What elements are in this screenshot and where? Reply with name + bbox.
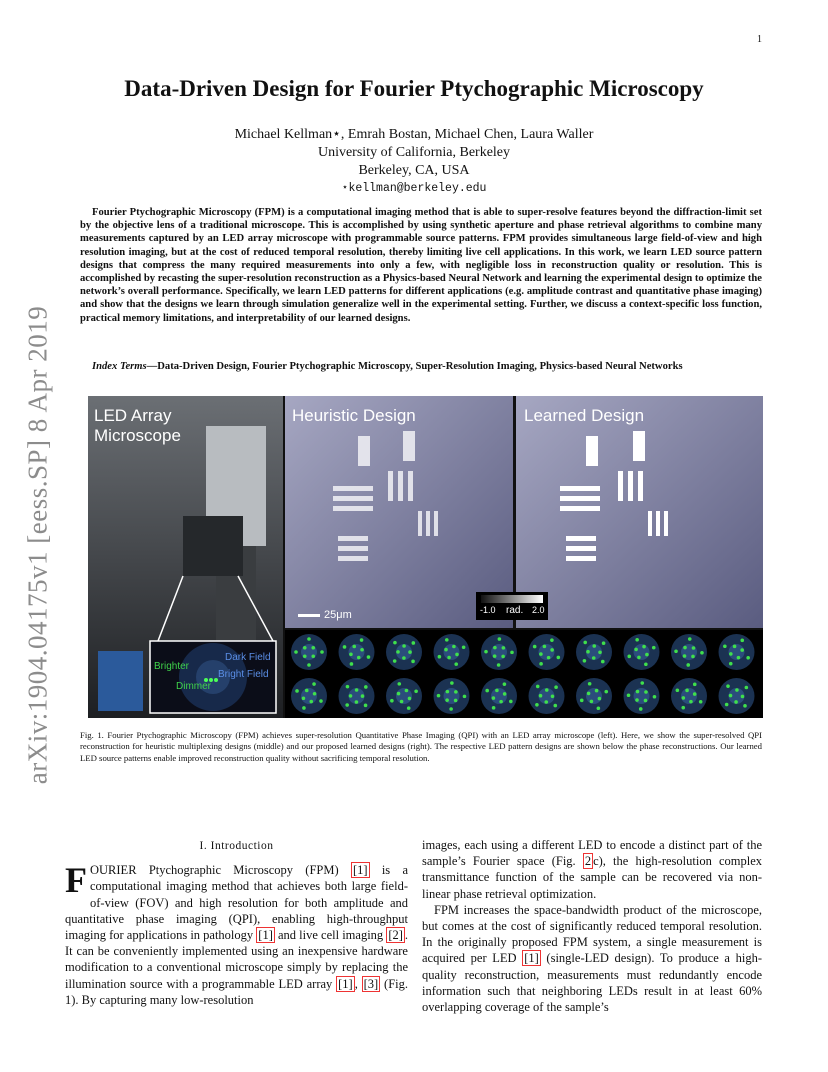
led-dot [493, 654, 497, 658]
led-dot [674, 649, 678, 653]
led-dot [352, 645, 356, 649]
led-dot [397, 692, 401, 696]
led-dot [539, 694, 543, 698]
led-dot [402, 656, 406, 660]
led-dot [601, 660, 605, 664]
led-dot [734, 700, 738, 704]
led-dot [636, 690, 640, 694]
led-dot [640, 681, 644, 685]
led-dot [583, 641, 587, 645]
led-dot [553, 704, 557, 708]
led-dot [637, 656, 641, 660]
led-dot [360, 648, 364, 652]
inset-brighter: Brighter [154, 661, 190, 672]
led-dot [302, 706, 306, 710]
led-dot [693, 683, 697, 687]
led-dot [361, 694, 365, 698]
intro-text: (single-LED design). To produce a high-quality reconstruction, measurements must redundantly encode information such that neighboring LEDs result in at least 60% overlapping coverage of the sample’s [422, 951, 762, 1015]
led-pattern-brightfield [681, 688, 697, 704]
led-dot [495, 689, 499, 693]
led-dot [592, 644, 596, 648]
led-dot [303, 654, 307, 658]
led-dot [745, 686, 749, 690]
affiliation-location: Berkeley, CA, USA [358, 163, 470, 178]
led-dot [686, 663, 690, 667]
figure-1-caption: Fig. 1. Fourier Ptychographic Microscopy (FPM) achieves super-resolution Quantitative Phase Imaging (QPI) with an LED array microscope (left). Here, we show the super-resolved QPI reconstruction for heuristic multiplexing designs (middle) and our proposed learned designs (right). The respective LED pattern designs are shown below the phase reconstructions. Our learned LED source patterns enable improved reconstruction quality without sacrificing temporal resolution. [80, 730, 762, 763]
led-dot [689, 700, 693, 704]
led-dot [597, 706, 601, 710]
microscope-camera [98, 651, 143, 711]
led-dot [402, 644, 406, 648]
led-dot [412, 641, 416, 645]
led-dot [723, 644, 727, 648]
led-dot [367, 655, 371, 659]
index-terms-label: Index Terms [92, 361, 147, 372]
led-dot [355, 700, 359, 704]
arxiv-stamp: arXiv:1904.04175v1 [eess.SP] 8 Apr 2019 [22, 305, 53, 785]
led-dot [676, 688, 680, 692]
led-dot [497, 663, 501, 667]
led-pattern-brightfield [491, 688, 507, 704]
led-dot [311, 646, 315, 650]
citation-link[interactable]: [1] [258, 928, 273, 943]
led-dot [635, 638, 639, 642]
led-dot [692, 646, 696, 650]
led-dot [535, 703, 539, 707]
led-dot [735, 688, 739, 692]
colorbar-max: 2.0 [532, 605, 545, 615]
figure-link[interactable]: 2 [584, 854, 592, 869]
led-dot [393, 659, 397, 663]
led-dot [311, 654, 315, 658]
led-pattern-brightfield [539, 644, 555, 660]
led-dot [681, 706, 685, 710]
led-pattern-brightfield [491, 644, 507, 660]
affiliation-university: University of California, Berkeley [317, 145, 511, 160]
led-dot [454, 699, 458, 703]
colorbar-unit: rad. [506, 605, 524, 616]
led-dot [729, 694, 733, 698]
led-dot [492, 696, 496, 700]
led-pattern-brightfield [444, 688, 460, 704]
led-dot [693, 692, 697, 696]
citation-link[interactable]: [3] [363, 976, 379, 991]
learned-qpi-image [516, 396, 763, 628]
led-dot [604, 690, 608, 694]
citation-link[interactable]: [1] [352, 863, 368, 878]
led-pattern-brightfield [634, 688, 650, 704]
label-learned-design: Learned Design [524, 406, 645, 425]
led-dot [726, 684, 730, 688]
led-dot [345, 703, 349, 707]
led-dot [550, 648, 554, 652]
led-pattern-brightfield [349, 644, 365, 660]
led-dot [447, 656, 451, 660]
led-dot [390, 699, 394, 703]
intro-text: OURIER Ptychographic Microscopy (FPM) [90, 863, 351, 878]
led-dot [454, 662, 458, 666]
paper-title: Data-Driven Design for Fourier Ptychographic Microscopy [124, 76, 704, 101]
led-dot [741, 695, 745, 699]
led-dot [350, 662, 354, 666]
label-led-array-line1: LED Array [94, 406, 172, 425]
led-dot [449, 707, 453, 711]
intro-text: is a computational imaging method that achieves both large field-of-view (FOV) and high resolution for both amplitude and quantitative phase imaging (QPI), enabling high-throughput imaging for applications in pathology [65, 863, 408, 943]
label-heuristic-design: Heuristic Design [292, 406, 416, 425]
led-dot [312, 682, 316, 686]
led-dot [414, 689, 418, 693]
led-dot [493, 646, 497, 650]
led-dot [343, 645, 347, 649]
led-dot [407, 706, 411, 710]
column-left [65, 838, 408, 1008]
led-dot [642, 645, 646, 649]
led-dot [639, 707, 643, 711]
led-pattern-brightfield [729, 644, 745, 660]
led-dot [539, 662, 543, 666]
led-dot [743, 704, 747, 708]
led-pattern-brightfield [396, 688, 412, 704]
led-dot [295, 689, 299, 693]
led-dot [700, 651, 704, 655]
led-dot [446, 690, 450, 694]
led-dot [357, 656, 361, 660]
led-dot [364, 704, 368, 708]
led-dot [445, 638, 449, 642]
led-pattern-brightfield [301, 644, 317, 660]
led-dot [364, 685, 368, 689]
led-dot [683, 654, 687, 658]
led-dot [498, 637, 502, 641]
led-dot [634, 648, 638, 652]
led-dot [653, 695, 657, 699]
led-dot [346, 685, 350, 689]
intro-paragraph-1-cont [422, 837, 762, 902]
led-dot [408, 650, 412, 654]
led-dot [396, 650, 400, 654]
led-dot [360, 638, 364, 642]
led-dot [583, 659, 587, 663]
label-led-array [94, 406, 181, 446]
led-dot [445, 698, 449, 702]
led-dot [400, 700, 404, 704]
led-dot [725, 703, 729, 707]
intro-text: images, each using a different LED to encode a distinct part of the sample’s Fourier space (Fig. [422, 838, 762, 869]
led-dot [349, 694, 353, 698]
led-dot [644, 662, 648, 666]
led-dot [533, 645, 537, 649]
led-dot [682, 696, 686, 700]
led-dot [685, 689, 689, 693]
colorbar [481, 595, 543, 603]
index-terms [80, 361, 762, 372]
led-dot [319, 699, 323, 703]
led-dot [627, 693, 631, 697]
led-dot [645, 653, 649, 657]
led-dot [580, 699, 584, 703]
led-dot [544, 700, 548, 704]
led-dot [444, 648, 448, 652]
led-dot [587, 692, 591, 696]
led-dot [307, 637, 311, 641]
scale-bar-label: 25μm [324, 609, 352, 621]
led-dot [408, 697, 412, 701]
figure-1-graphic [88, 396, 763, 718]
inset-bright-field: Bright Field [218, 669, 269, 680]
led-dot [652, 646, 656, 650]
led-dot [438, 655, 442, 659]
led-dot [729, 652, 733, 656]
led-dot [592, 656, 596, 660]
led-dot [510, 651, 514, 655]
led-dot [545, 688, 549, 692]
led-pattern-brightfield [586, 688, 602, 704]
led-dot [502, 646, 506, 650]
intro-text: and live cell imaging [274, 928, 387, 943]
led-dot [302, 696, 306, 700]
led-dot [437, 694, 441, 698]
inset-dark-field: Dark Field [225, 652, 271, 663]
led-dot [598, 650, 602, 654]
led-dot [590, 700, 594, 704]
led-dot [547, 656, 551, 660]
led-dot [586, 650, 590, 654]
led-dot [554, 685, 558, 689]
intro-text: c), the high-resolution complex transmittance function of the sample can be recovered via non-linear phase retrieval optimization. [422, 854, 762, 901]
intro-text: (Fig. 1). By capturing many low-resolution [65, 976, 409, 1007]
section-heading: I. Introduction [199, 840, 274, 852]
led-dot [644, 699, 648, 703]
led-dot [699, 700, 703, 704]
led-dot [602, 641, 606, 645]
led-dot [635, 698, 639, 702]
author-list: Michael Kellman⋆, Emrah Bostan, Michael Chen, Laura Waller [234, 127, 594, 142]
led-dot [737, 656, 741, 660]
led-dot [503, 692, 507, 696]
led-dot [595, 689, 599, 693]
led-dot [503, 682, 507, 686]
microscope-stage [183, 516, 243, 576]
led-dot [557, 656, 561, 660]
led-dot [683, 646, 687, 650]
citation-link[interactable]: [1] [338, 976, 353, 991]
led-dot [551, 694, 555, 698]
led-pattern-brightfield [301, 688, 317, 704]
led-dot [492, 706, 496, 710]
led-dot [740, 648, 744, 652]
led-dot [484, 650, 488, 654]
column-right [422, 837, 762, 1015]
index-terms-text: —Data-Driven Design, Fourier Ptychographic Microscopy, Super-Resolution Imaging, Physics-based Neural Networks [146, 361, 683, 372]
led-dot [740, 639, 744, 643]
intro-paragraph-1 [65, 862, 408, 1008]
led-dot [536, 685, 540, 689]
led-dot [452, 645, 456, 649]
led-dot [307, 663, 311, 667]
led-dot [455, 653, 459, 657]
figure-1 [88, 396, 763, 718]
led-dot [501, 655, 505, 659]
led-dot [405, 689, 409, 693]
led-dot [450, 681, 454, 685]
led-dot [509, 700, 513, 704]
led-dot [733, 645, 737, 649]
led-dot [462, 645, 466, 649]
author-block [60, 126, 768, 198]
led-dot [539, 652, 543, 656]
citation-link[interactable]: [1] [524, 951, 539, 966]
led-dot [397, 682, 401, 686]
intro-paragraph-2 [422, 902, 762, 1015]
led-dot [349, 652, 353, 656]
led-dot [543, 645, 547, 649]
dropcap: F [65, 860, 87, 901]
led-dot [305, 689, 309, 693]
led-dot [309, 700, 313, 704]
led-dot [588, 682, 592, 686]
led-dot [411, 660, 415, 664]
colorbar-min: -1.0 [480, 605, 496, 615]
intro-text: FPM increases the space-bandwidth product of the microscope, but comes at the cost of significantly reduced temporal resolution. In the originally proposed FPM system, a single measurement is acquired per LED [422, 902, 762, 966]
led-dot [627, 655, 631, 659]
abstract: Fourier Ptychographic Microscopy (FPM) is a computational imaging method that is able to super-resolve features beyond the diffraction-limit set by the objective lens of a traditional microscope. This is accomplished by using synthetic aperture and phase retrieval algorithms to combine many measurements captured by an LED array microscope with programmable source patterns. FPM provides simultaneous large field-of-view and high resolution imaging, but at the cost of reduced temporal resolution, thereby limiting live cell applications. In this work, we learn LED source pattern designs that compress the many required measurements into only a few, with negligible loss in reconstruction quality or resolution. This is accomplished by recasting the super-resolution reconstruction as a Physics-based Neural Network and learning the experimental design to optimize the network’s overall performance. Specifically, we learn LED patterns for different applications (e.g. amplitude contrast and quantitative phase imaging) and show that the designs we learn through simulation generalize well in the experimental setting. Further, we discuss a context-specific loss function, practical memory limitations, and interpretability of our learned designs. [80, 207, 762, 324]
citation-link[interactable]: [2] [388, 928, 403, 943]
led-dot [463, 695, 467, 699]
led-dot [485, 689, 489, 693]
led-dot [691, 655, 695, 659]
led-dot [729, 662, 733, 666]
page-number: 1 [757, 34, 762, 45]
led-dot [550, 638, 554, 642]
led-dot [313, 692, 317, 696]
led-dot [499, 700, 503, 704]
led-dot [320, 650, 324, 654]
led-dot [644, 690, 648, 694]
led-pattern-brightfield [634, 644, 650, 660]
led-pattern-brightfield [681, 644, 697, 660]
led-dot [746, 656, 750, 660]
led-dot [598, 697, 602, 701]
label-led-array-line2: Microscope [94, 426, 181, 445]
led-dot [294, 650, 298, 654]
inset-dimmer: Dimmer [176, 681, 211, 692]
led-dot [303, 646, 307, 650]
led-dot [355, 688, 359, 692]
intro-text: . It can be conveniently implemented using an inexpensive hardware modification to a conventional microscope simply by replacing the illumination source with a programmable LED array [65, 928, 409, 991]
led-dot [393, 641, 397, 645]
led-pattern-brightfield [444, 644, 460, 660]
intro-text: , [354, 976, 362, 991]
led-dot [454, 690, 458, 694]
led-dot [688, 637, 692, 641]
author-email: ⋆kellman@berkeley.edu [341, 182, 487, 195]
arxiv-sidebar [8, 285, 68, 805]
